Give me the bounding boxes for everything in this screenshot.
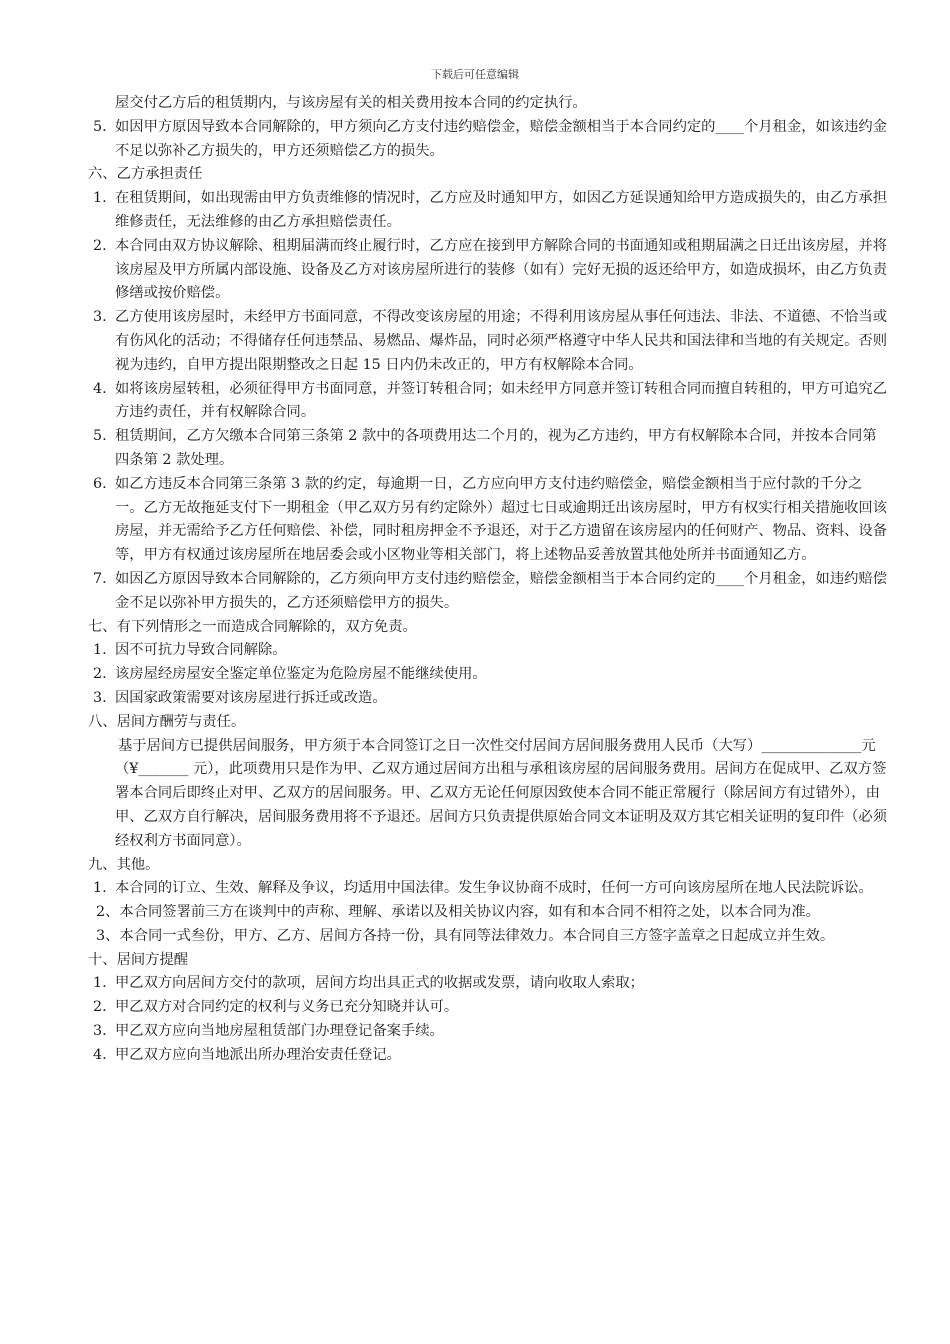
- clause-text: 六、乙方承担责任: [88, 166, 203, 183]
- clause-text: 在租赁期间，如出现需由甲方负责维修的情况时，乙方应及时通知甲方，如因乙方延误通知给甲方造成损失的，由乙方承担维修责任，无法维修的由乙方承担赔偿责任。: [115, 190, 888, 230]
- clause-text: 甲乙双方向居间方交付的款项，居间方均出具正式的收据或发票，请向收取人索取；: [115, 975, 644, 992]
- clause-number: 7.: [93, 570, 107, 587]
- clause-text: 如因甲方原因导致本合同解除的，甲方须向乙方支付违约赔偿金，赔偿金额相当于本合同约定的____个月租金，如该违约金不足以弥补乙方损失的，甲方还须赔偿乙方的损失。: [115, 118, 888, 159]
- clause-text: 3、本合同一式叁份，甲方、乙方、居间方各持一份，具有同等法律效力。本合同自三方签字盖章之日起成立并生效。: [96, 927, 835, 944]
- section-heading: [88, 616, 888, 640]
- clause-number: 2.: [93, 666, 107, 683]
- clause-number: 3.: [93, 1023, 107, 1040]
- clause-paragraph: [88, 306, 888, 377]
- clause-number: 1.: [93, 642, 107, 659]
- clause-paragraph: [88, 877, 888, 901]
- clause-paragraph: [88, 972, 888, 996]
- clause-text: 八、居间方酬劳与责任。: [88, 713, 246, 730]
- clause-paragraph: [88, 235, 888, 306]
- clause-paragraph: [88, 425, 888, 473]
- clause-paragraph: [88, 568, 888, 616]
- clause-paragraph: [88, 901, 888, 925]
- clause-text: 该房屋经房屋安全鉴定单位鉴定为危险房屋不能继续使用。: [115, 666, 487, 683]
- clause-number: 5.: [93, 118, 107, 135]
- clause-text: 基于居间方已提供居间服务，甲方须于本合同签订之日一次性交付居间方居间服务费用人民币（大写）______________元（¥_______ 元），此项费用只是作为甲、乙双方通过居间方出租与承租该房屋的居间服务费用。居间方在促成甲、乙双方签署本合同后即终止对甲、乙双方的居间服务。甲、乙双方无论任何原因致使本合同不能正常履行（除居间方有过错外），由甲、乙双方自行解决，居间服务费用将不予退还。居间方只负责提供原始合同文本证明及双方其它相关证明的复印件（必须经权利方书面同意）。: [115, 737, 888, 849]
- clause-text: 因国家政策需要对该房屋进行拆迁或改造。: [115, 689, 387, 706]
- clause-text: 租赁期间，乙方欠缴本合同第三条第 2 款中的各项费用达二个月的，视为乙方违约，甲方有权解除本合同，并按本合同第四条第 2 款处理。: [115, 428, 877, 468]
- clause-paragraph: [88, 116, 888, 164]
- clause-paragraph: [88, 473, 888, 568]
- section-heading: [88, 949, 888, 973]
- clause-paragraph: [88, 687, 888, 711]
- clause-paragraph: [88, 735, 888, 854]
- clause-text: 本合同由双方协议解除、租期届满而终止履行时，乙方应在接到甲方解除合同的书面通知或租期届满之日迁出该房屋，并将该房屋及甲方所属内部设施、设备及乙方对该房屋所进行的装修（如有）完好无损的返还给甲方，如造成损坏，由乙方负责修缮或按价赔偿。: [115, 237, 888, 302]
- clause-text: 如乙方违反本合同第三条第 3 款的约定，每逾期一日，乙方应向甲方支付违约赔偿金，赔偿金额相当于应付款的千分之一。乙方无故拖延支付下一期租金（甲乙双方另有约定除外）超过七日或逾期迁出该房屋时，甲方有权实行相关措施收回该房屋，并无需给予乙方任何赔偿、补偿，同时租房押金不予退还，对于乙方遗留在该房屋内的任何财产、物品、资料、设备等，甲方有权通过该房屋所在地居委会或小区物业等相关部门，将上述物品妥善放置其他处所并书面通知乙方。: [115, 475, 888, 564]
- clause-number: 1.: [93, 190, 107, 207]
- clause-number: 2.: [93, 237, 107, 254]
- clause-text: 七、有下列情形之一而造成合同解除的，双方免责。: [88, 618, 417, 635]
- clause-paragraph: [88, 187, 888, 235]
- clause-text: 甲乙双方对合同约定的权利与义务已充分知晓并认可。: [115, 999, 459, 1016]
- clause-text: 本合同的订立、生效、解释及争议，均适用中国法律。发生争议协商不成时，任何一方可向该房屋所在地人民法院诉讼。: [115, 880, 873, 897]
- clause-paragraph: [88, 378, 888, 426]
- clause-paragraph: [88, 996, 888, 1020]
- clause-number: 5.: [93, 428, 107, 445]
- clause-paragraph: [88, 1020, 888, 1044]
- clause-paragraph: [88, 639, 888, 663]
- clause-text: 屋交付乙方后的租赁期内，与该房屋有关的相关费用按本合同的约定执行。: [115, 95, 587, 111]
- clause-text: 因不可抗力导致合同解除。: [115, 642, 287, 659]
- clause-number: 3.: [93, 309, 107, 326]
- clause-text: 如因乙方原因导致本合同解除的，乙方须向甲方支付违约赔偿金，赔偿金额相当于本合同约定的____个月租金，如违约赔偿金不足以弥补甲方损失的，乙方还须赔偿甲方的损失。: [115, 570, 888, 611]
- clause-text: 乙方使用该房屋时，未经甲方书面同意，不得改变该房屋的用途；不得利用该房屋从事任何违法、非法、不道德、不恰当或有伤风化的活动；不得储存任何违禁品、易燃品、爆炸品，同时必须严格遵守中华人民共和国法律和当地的有关规定。否则视为违约，自甲方提出限期整改之日起 15 日内仍未改正的，甲方有权解除本合同。: [115, 309, 888, 373]
- clause-number: 6.: [93, 475, 107, 492]
- clause-paragraph: [88, 92, 888, 116]
- clause-paragraph: [88, 925, 888, 949]
- clause-number: 4.: [93, 1046, 107, 1063]
- clause-number: 3.: [93, 689, 107, 706]
- clause-number: 2.: [93, 999, 107, 1016]
- section-heading: [88, 163, 888, 187]
- clause-paragraph: [88, 1044, 888, 1068]
- clause-text: 十、居间方提醒: [88, 951, 189, 968]
- clause-text: 甲乙双方应向当地房屋租赁部门办理登记备案手续。: [115, 1023, 444, 1040]
- clause-number: 1.: [93, 975, 107, 992]
- page-header-note: 下载后可任意编辑: [431, 68, 519, 81]
- clause-text: 九、其他。: [88, 856, 160, 873]
- clause-text: 2、本合同签署前三方在谈判中的声称、理解、承诺以及相关协议内容，如有和本合同不相符之处，以本合同为准。: [96, 904, 820, 921]
- clause-number: 4.: [93, 380, 107, 397]
- section-heading: [88, 854, 888, 878]
- clause-paragraph: [88, 663, 888, 687]
- clause-text: 甲乙双方应向当地派出所办理治安责任登记。: [115, 1046, 401, 1063]
- section-heading: [88, 711, 888, 735]
- clause-text: 如将该房屋转租，必须征得甲方书面同意，并签订转租合同；如未经甲方同意并签订转租合同而擅自转租的，甲方可追究乙方违约责任，并有权解除合同。: [115, 380, 888, 421]
- clause-number: 1.: [93, 880, 107, 897]
- contract-page: [88, 92, 888, 1068]
